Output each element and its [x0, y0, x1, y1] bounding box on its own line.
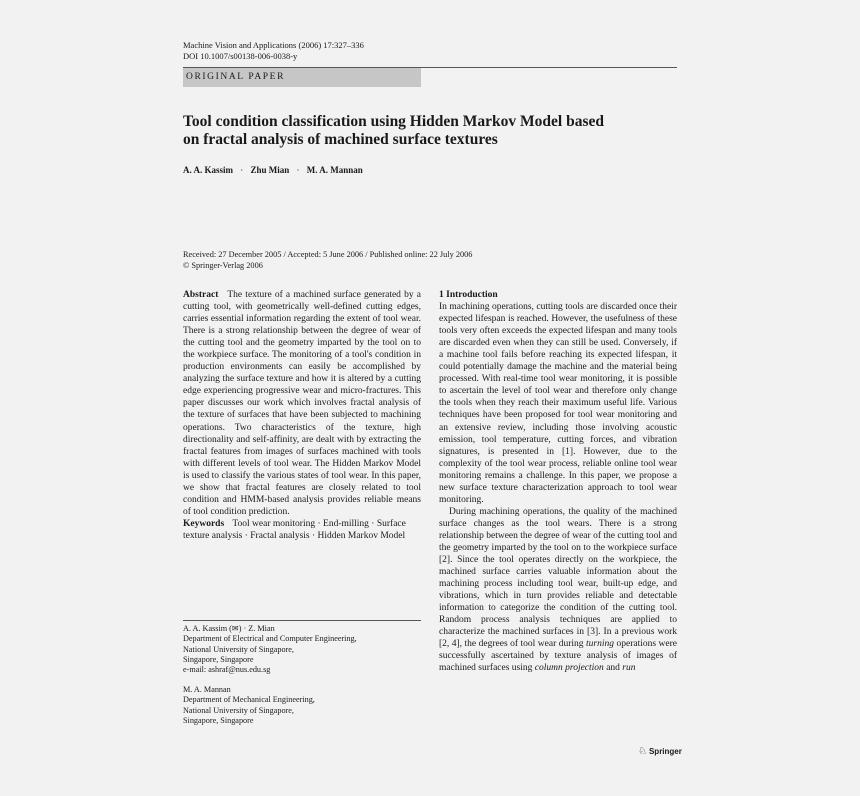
springer-logo-icon: ♘	[638, 746, 647, 757]
affiliation-univ: National University of Singapore,	[183, 705, 294, 715]
affiliation-names: A. A. Kassim (✉) · Z. Mian	[183, 624, 275, 633]
author-separator: ·	[240, 165, 244, 175]
intro-p2-emphasis: run	[622, 663, 636, 674]
right-column	[439, 289, 677, 675]
author-list	[183, 165, 363, 175]
affiliation-2	[183, 685, 315, 726]
title-line-1: Tool condition classification using Hidden Markov Model based	[183, 113, 605, 130]
section-label: ORIGINAL PAPER	[183, 68, 421, 87]
paper-title	[183, 113, 677, 149]
left-column	[183, 289, 421, 542]
journal-info	[183, 40, 364, 62]
intro-paragraph-1: In machining operations, cutting tools are discarded once their expected lifespan is reached. However, the usefulness of these tools very often exceeds the expected lifespan and many tools are discarded even when they can still be used. Conversely, if a machine tool fails before reaching its expected lifespan, it could potentially damage the machine and the material being processed. With real-time tool wear monitoring, it is possible to ascertain the level of tool wear and therefore only change the tools when they reach their maximum useful life. Various techniques have been proposed for tool wear monitoring and an extensive review, including those involving acoustic emission, tool temperature, cutting forces, and vibration signatures, is presented in [1]. However, due to the complexity of the tool wear process, reliable online tool wear monitoring remains a challenge. In this paper, we propose a new surface texture characterization approach to tool wear monitoring.	[439, 302, 677, 505]
author-name: Zhu Mian	[250, 165, 290, 175]
keywords	[183, 518, 421, 542]
affiliation-dept: Department of Mechanical Engineering,	[183, 695, 315, 705]
publisher-mark	[638, 746, 682, 757]
publisher-name: Springer	[648, 747, 682, 756]
affiliation-dept: Department of Electrical and Computer Engineering,	[183, 634, 357, 644]
intro-heading: 1 Introduction	[439, 290, 498, 300]
keywords-text: Tool wear monitoring · End-milling · Surface texture analysis · Fractal analysis · Hidden Markov Model	[183, 518, 406, 541]
intro-p2-emphasis: turning	[586, 639, 614, 650]
intro-p2-text: During machining operations, the quality of the machined surface changes as the tool wears. There is a strong relationship between the degree of wear of the cutting tool and the geometry imparted by the tool on to the workpiece surface [2]. Since the tool operates directly on the workpiece, the machined surface carries valuable information about the machining process including tool wear, built-up edge, and vibrations, which in turn provides reliable and detectable information to categorize the condition of the cutting tool. Random process analysis techniques are applied to characterize the machined surfaces in [3]. In a previous work [2, 4], the degrees of tool wear during	[439, 506, 677, 650]
intro-p2-emphasis: column projection	[534, 663, 604, 674]
affiliation-names: M. A. Mannan	[183, 685, 231, 694]
author-name: A. A. Kassim	[183, 165, 234, 175]
author-separator: ·	[296, 165, 300, 175]
date-history: Received: 27 December 2005 / Accepted: 5 June 2006 / Published online: 22 July 2006	[183, 250, 473, 259]
publication-dates	[183, 249, 472, 271]
affiliation-city: Singapore, Singapore	[183, 715, 254, 725]
intro-p2-text: operations were successfully ascertained by texture analysis of images of machined surfaces using	[439, 639, 677, 674]
abstract-text: The texture of a machined surface generated by a cutting tool, with geometrically well-defined cutting edges, carries essential information regarding the extent of tool wear. There is a strong relationship between the degree of wear of the cutting tool and the geometry imparted by the tool on to the workpiece surface. The monitoring of a tool's condition in production environments can easily be accomplished by analyzing the surface texture and how it is altered by a cutting edge experiencing progressive wear and micro-fractures. This paper discusses our work which involves fractal analysis of the texture of surfaces that have been subjected to machining operations. Two characteristics of the texture, high directionality and self-affinity, are dealt with by extracting the fractal features from images of surfaces machined with tools with different levels of tool wear. The Hidden Markov Model is used to classify the various states of tool wear. In this paper, we show that fractal features are closely related to tool condition and HMM-based analysis provides reliable means of tool condition prediction.	[183, 290, 421, 517]
abstract-heading: Abstract	[183, 290, 219, 300]
title-line-2: on fractal analysis of machined surface textures	[183, 131, 498, 148]
affiliation-1	[183, 624, 357, 675]
keywords-heading: Keywords	[183, 518, 225, 529]
affiliation-email: e-mail: ashraf@nus.edu.sg	[183, 665, 271, 675]
journal-line: Machine Vision and Applications (2006) 17:327–336	[183, 40, 364, 50]
affiliation-city: Singapore, Singapore	[183, 654, 254, 664]
intro-p2-text: and	[603, 663, 623, 674]
abstract	[183, 289, 421, 518]
copyright: © Springer-Verlag 2006	[183, 261, 263, 270]
author-name: M. A. Mannan	[306, 165, 363, 175]
affiliation-univ: National University of Singapore,	[183, 644, 294, 654]
doi-line: DOI 10.1007/s00138-006-0038-y	[183, 51, 298, 61]
intro-paragraph-2	[439, 506, 677, 675]
footnote-rule	[183, 620, 421, 621]
